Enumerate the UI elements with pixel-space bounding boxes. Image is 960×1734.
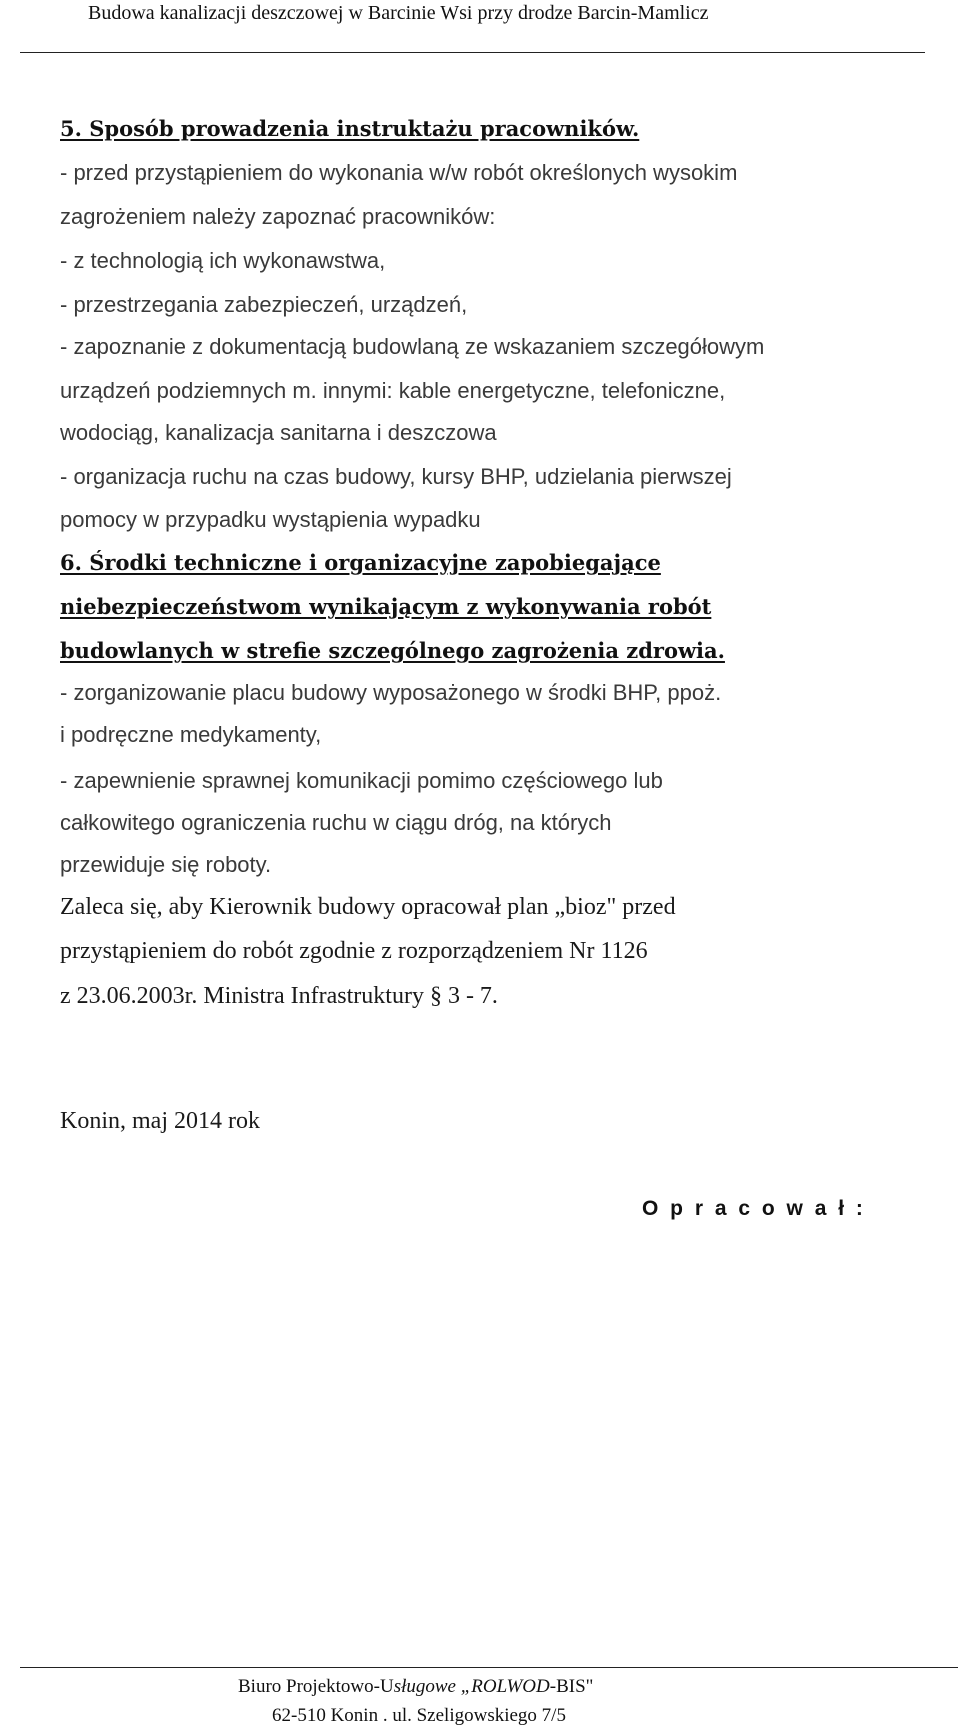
footer-company-suffix: -BIS" [549, 1676, 594, 1697]
section-6-line: przewiduje się roboty. [60, 852, 272, 877]
section-5-line: - przed przystąpieniem do wykonania w/w robót określonych wysokim [60, 160, 738, 185]
section-5-line: pomocy w przypadku wystąpienia wypadku [60, 507, 481, 532]
header-divider [20, 52, 925, 53]
section-6-heading-line: budowlanych w strefie szczególnego zagrożenia zdrowia. [60, 638, 725, 663]
place-and-date: Konin, maj 2014 rok [60, 1108, 260, 1134]
section-6-line: - zorganizowanie placu budowy wyposażonego w środki BHP, ppoż. [60, 680, 722, 705]
section-6-line: - zapewnienie sprawnej komunikacji pomimo częściowego lub [60, 768, 663, 793]
section-6-heading-line: 6. Środki techniczne i organizacyjne zapobiegające [60, 550, 661, 575]
footer-company-prefix: Biuro Projektowo-U [238, 1676, 394, 1697]
section-6-line: i podręczne medykamenty, [60, 722, 322, 747]
footer-divider [20, 1667, 958, 1668]
section-5-line: urządzeń podziemnych m. innymi: kable energetyczne, telefoniczne, [60, 378, 726, 403]
section-5-line: wodociąg, kanalizacja sanitarna i deszczowa [60, 420, 497, 445]
footer-address: 62-510 Konin . ul. Szeligowskiego 7/5 [272, 1705, 566, 1726]
section-5-line: - organizacja ruchu na czas budowy, kursy BHP, udzielania pierwszej [60, 464, 732, 489]
section-5-line: zagrożeniem należy zapoznać pracowników: [60, 204, 496, 229]
section-6-note-line: z 23.06.2003r. Ministra Infrastruktury § 3 - 7. [60, 983, 498, 1009]
section-6-line: całkowitego ograniczenia ruchu w ciągu dróg, na których [60, 810, 612, 835]
section-6-heading-line: niebezpieczeństwom wynikającym z wykonywania robót [60, 594, 712, 619]
footer-company-name [238, 1676, 593, 1698]
section-5-line: - z technologią ich wykonawstwa, [60, 248, 386, 273]
footer-company-italic: sługowe „ROLWOD [393, 1676, 550, 1697]
section-5-line: - zapoznanie z dokumentacją budowlaną ze wskazaniem szczegółowym [60, 334, 765, 359]
page-header-title: Budowa kanalizacji deszczowej w Barcinie Wsi przy drodze Barcin-Mamlicz [88, 2, 709, 24]
section-6-note-line: przystąpieniem do robót zgodnie z rozporządzeniem Nr 1126 [60, 938, 648, 964]
section-6-note-line: Zaleca się, aby Kierownik budowy opracował plan „bioz" przed [60, 894, 676, 920]
section-5-heading: 5. Sposób prowadzenia instruktażu pracowników. [60, 116, 640, 141]
section-5-line: - przestrzegania zabezpieczeń, urządzeń, [60, 292, 468, 317]
signature-label: O p r a c o w a ł : [642, 1197, 866, 1220]
